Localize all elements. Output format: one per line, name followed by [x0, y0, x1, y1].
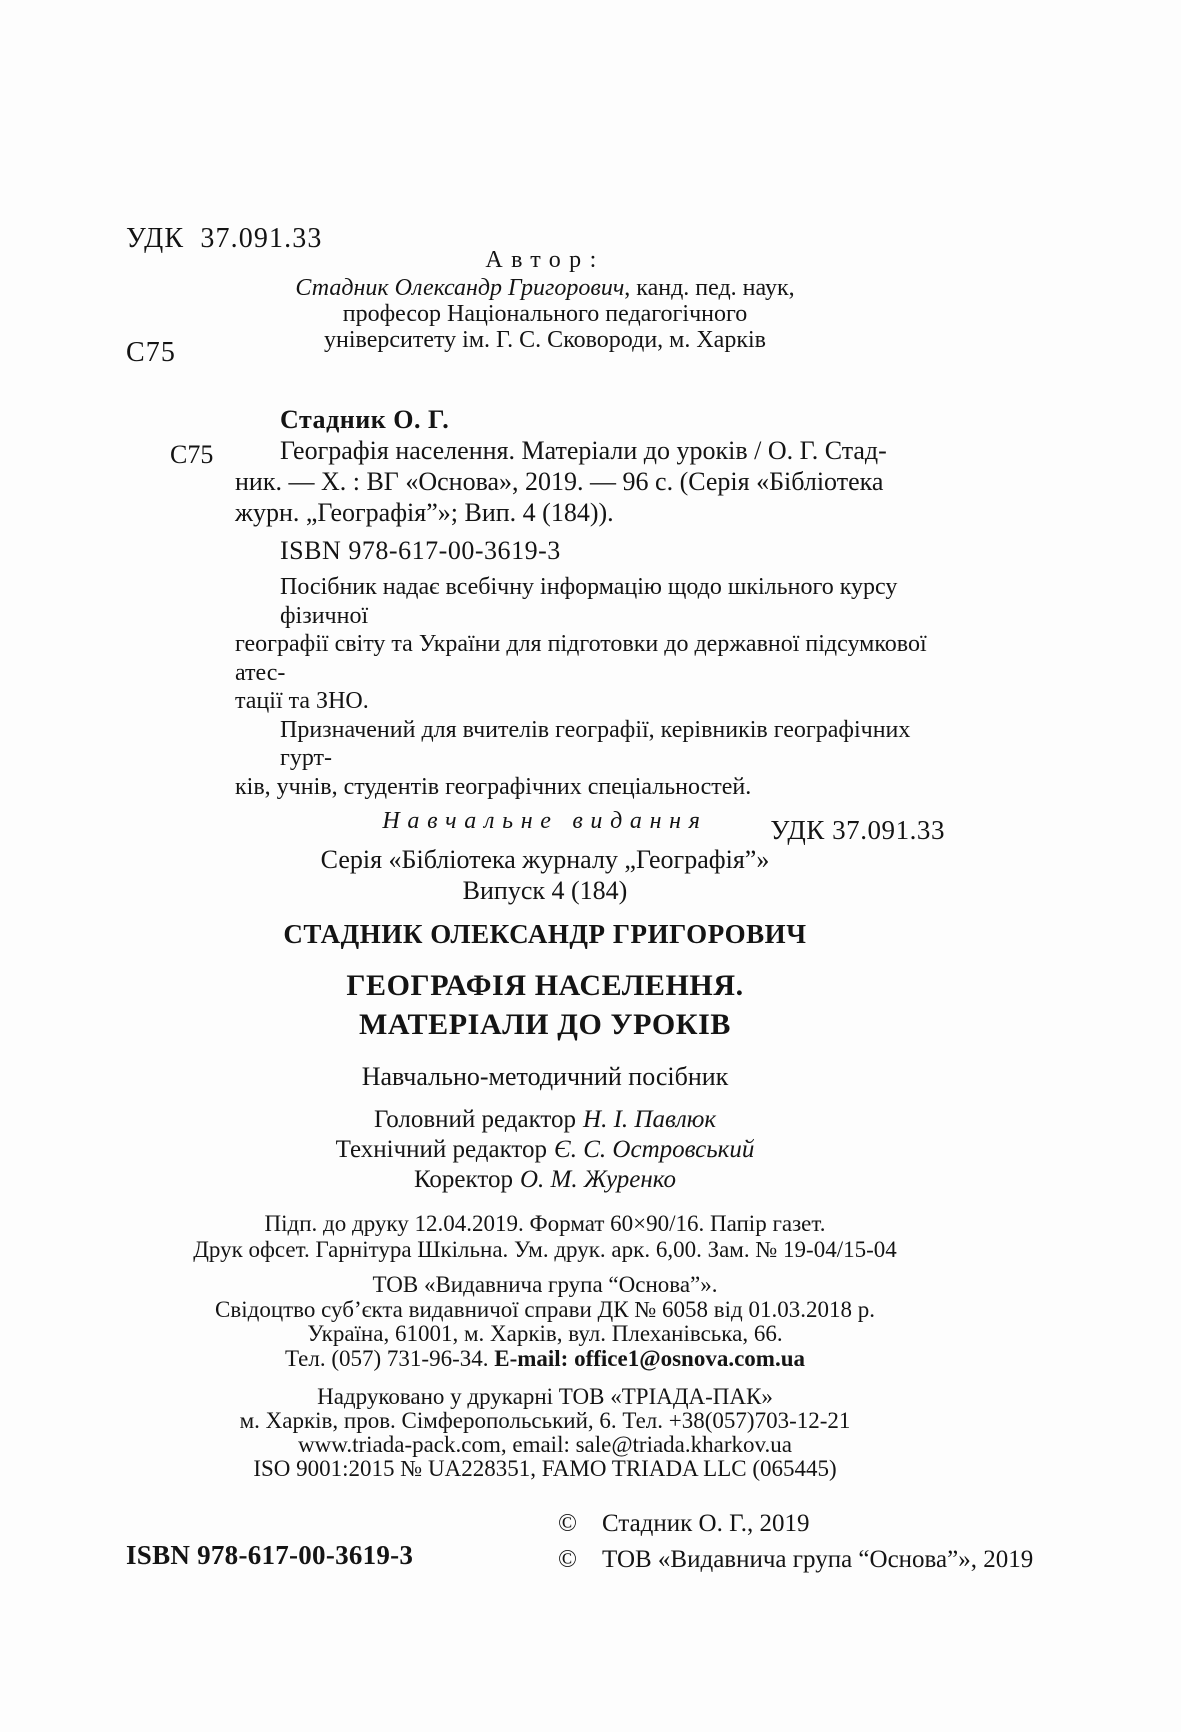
annotation-paragraph	[145, 573, 945, 716]
annotation-line: Призначений для вчителів географії, керівників географічних гурт-	[280, 716, 911, 771]
editorial-staff	[145, 1105, 945, 1195]
publisher-name: ТОВ «Видавнича група “Основа”».	[372, 1272, 718, 1297]
author-sign: С75	[126, 337, 177, 368]
book-title	[145, 966, 945, 1044]
book-title-line1: ГЕОГРАФІЯ НАСЕЛЕННЯ.	[346, 969, 744, 1002]
catalog-card	[145, 404, 945, 846]
isbn-catalog: ISBN 978-617-00-3619-3	[280, 536, 561, 565]
staff-line	[145, 1165, 945, 1195]
printer-block	[145, 1385, 945, 1481]
catalog-index: С75	[170, 440, 214, 469]
udc-code: УДК 37.091.33	[126, 223, 323, 254]
publisher-certificate: Свідоцтво суб’єкта видавничої справи ДК № 6058 від 01.03.2018 р.	[215, 1296, 875, 1322]
staff-name: Н. І. Павлюк	[583, 1106, 717, 1133]
copyright-line	[558, 1506, 1033, 1542]
author-affiliation-line2: університету ім. Г. С. Сковороди, м. Харків	[323, 327, 766, 353]
author-full-name-caps: СТАДНИК ОЛЕКСАНДР ГРИГОРОВИЧ	[283, 919, 807, 949]
staff-role: Головний редактор	[373, 1106, 577, 1133]
catalog-author: Стадник О. Г.	[280, 405, 450, 434]
staff-line	[145, 1105, 945, 1135]
annotation-line: ків, учнів, студентів географічних спеціальностей.	[235, 773, 752, 800]
author-heading: Автор:	[485, 247, 605, 273]
printer-iso: ISO 9001:2015 № UA228351, FAMO TRIADA LLC (065445)	[253, 1456, 837, 1481]
staff-line	[145, 1135, 945, 1165]
staff-name: О. М. Журенко	[519, 1166, 676, 1193]
copyright-icon: ©	[558, 1510, 577, 1537]
edition-type: Навчальне видання	[382, 808, 708, 834]
isbn-footer: ISBN 978-617-00-3619-3	[126, 1540, 414, 1570]
author-name: Стадник Олександр Григорович	[295, 275, 625, 301]
publisher-address: Україна, 61001, м. Харків, вул. Плеханівська, 66.	[307, 1321, 783, 1346]
print-specs	[145, 1211, 945, 1263]
copyright-block	[558, 1506, 1033, 1578]
author-affiliation-line1: професор Національного педагогічного	[342, 301, 748, 327]
author-degree: , канд. пед. наук,	[624, 275, 795, 301]
copyright-text: Стадник О. Г., 2019	[602, 1510, 810, 1537]
printer-name: Надруковано у друкарні ТОВ «ТРІАДА-ПАК»	[317, 1384, 773, 1409]
book-title-line2: МАТЕРІАЛИ ДО УРОКІВ	[358, 1008, 732, 1041]
book-subtitle: Навчально-методичний посібник	[361, 1062, 729, 1091]
copyright-icon: ©	[558, 1546, 577, 1573]
publisher-phone: Тел. (057) 731-96-34.	[284, 1345, 495, 1371]
catalog-line: Географія населення. Матеріали до уроків / О. Г. Стад-	[280, 436, 887, 465]
publisher-email: E-mail: office1@osnova.com.ua	[494, 1345, 806, 1371]
copyright-line	[558, 1542, 1033, 1578]
publisher-contacts	[145, 1347, 945, 1372]
print-specs-line: Друк офсет. Гарнітура Шкільна. Ум. друк. арк. 6,00. Зам. № 19-04/15-04	[193, 1237, 897, 1262]
imprint-section	[145, 806, 945, 1481]
author-credentials-line	[145, 275, 945, 301]
publisher-block	[145, 1273, 945, 1371]
series-title: Серія «Бібліотека журналу „Географія”»	[320, 845, 770, 874]
print-specs-line: Підп. до друку 12.04.2019. Формат 60×90/16. Папір газет.	[264, 1211, 826, 1236]
printer-web-email: www.triada-pack.com, email: sale@triada.kharkov.ua	[298, 1432, 792, 1457]
annotation-line: географії світу та України для підготовки до державної підсумкової атес-	[235, 631, 927, 686]
annotation-line: Посібник надає всебічну інформацію щодо шкільного курсу фізичної	[280, 574, 898, 629]
staff-name: Є. С. Островський	[554, 1136, 755, 1163]
catalog-line: журн. „Географія”»; Вип. 4 (184)).	[235, 498, 614, 527]
copyright-text: ТОВ «Видавнича група “Основа”», 2019	[602, 1546, 1034, 1573]
staff-role: Коректор	[414, 1166, 513, 1193]
printer-address: м. Харків, пров. Сімферопольський, 6. Тел. +38(057)703-12-21	[239, 1408, 851, 1433]
author-section	[145, 247, 945, 353]
catalog-line: ник. — Х. : ВГ «Основа», 2019. — 96 с. (Серія «Бібліотека	[235, 467, 884, 496]
staff-role: Технічний редактор	[335, 1136, 548, 1163]
udc-code-right: УДК 37.091.33	[770, 815, 945, 845]
annotation-line: тації та ЗНО.	[235, 688, 369, 714]
annotation-paragraph	[145, 716, 945, 802]
issue-number: Випуск 4 (184)	[462, 876, 628, 905]
